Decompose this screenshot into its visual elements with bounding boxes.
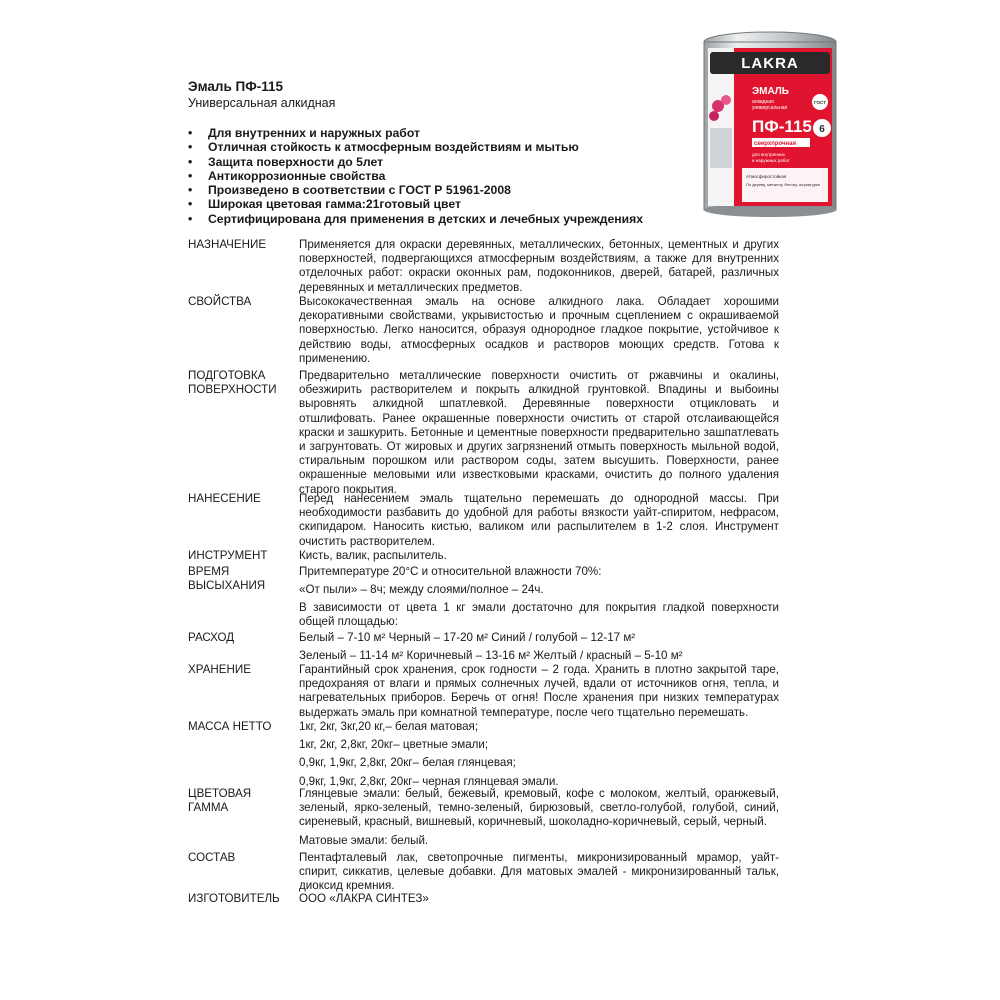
- can-line2: универсальная: [752, 105, 788, 111]
- feature-item: • Защита поверхности до 5лет: [188, 155, 643, 169]
- product-can-image: [690, 28, 850, 218]
- spec-text: 0,9кг, 1,9кг, 2,8кг, 20кг– белая глянцевая;: [299, 756, 516, 770]
- spec-value: [299, 663, 779, 724]
- can-strip: сверхпрочная: [754, 141, 796, 147]
- can-small1: для внутренних: [752, 152, 785, 157]
- can-gost-badge: ГОСТ: [814, 100, 826, 105]
- spec-value: [299, 369, 779, 501]
- feature-item: • Для внутренних и наружных работ: [188, 126, 643, 140]
- spec-label: ИЗГОТОВИТЕЛЬ: [188, 892, 280, 905]
- spec-label: НАЗНАЧЕНИЕ: [188, 238, 267, 251]
- spec-value: [299, 295, 779, 370]
- spec-text: Глянцевые эмали: белый, бежевый, кремовый, кофе с молоком, желтый, оранжевый, зеленый, ярко-зеленый, темно-зеленый, бирюзовый, светло-голубой, голубой, синий, сиреневый, красный, вишневый, коричневый, шоколадно-коричневый, серый, черный.: [299, 787, 779, 829]
- can-line1: алкидная: [752, 99, 774, 105]
- spec-label: ВРЕМЯ ВЫСЫХАНИЯ: [188, 565, 266, 593]
- spec-text: Применяется для окраски деревянных, металлических, бетонных, цементных и других поверхностей, подвергающихся атмосферным воздействиям, а также для внутренних отделочных работ: окраски оконных рам, подоконников, дверей, батарей, различных деревянных и металлических предметов.: [299, 238, 779, 294]
- spec-value: [299, 851, 779, 898]
- spec-text: Предварительно металлические поверхности очистить от ржавчины и окалины, обезжирить растворителем и покрыть алкидной грунтовкой. Впадины и выбоины выровнять алкидной шпатлевкой. Деревянные поверхности отцикловать и отшлифовать. Ранее окрашенные поверхности очистить от старой отслаивающейся краски и зашкурить. Бетонные и цементные поверхности предварительно зашпатлевать и загрунтовать. От жировых и других загрязнений отмыть поверхность мыльной водой, стиральным порошком или раствором соды, затем высушить. Поверхности, ранее окрашенные меловыми или известковыми красками, очистить до полного удаления старого покрытия.: [299, 369, 779, 496]
- spec-value: [299, 238, 779, 299]
- can-feature-2: По дереву, металлу, бетону, штукатурке: [746, 182, 820, 187]
- spec-text: Белый – 7-10 м² Черный – 17-20 м² Синий / голубой – 12-17 м²: [299, 631, 636, 644]
- spec-label: РАСХОД: [188, 631, 235, 644]
- feature-item: • Отличная стойкость к атмосферным воздействиям и мытью: [188, 140, 643, 154]
- can-word: ЭМАЛЬ: [752, 86, 789, 97]
- feature-list: [188, 126, 643, 226]
- spec-text: В зависимости от цвета 1 кг эмали достаточно для покрытия гладкой поверхности общей площадью:: [299, 601, 779, 629]
- spec-value: [299, 565, 779, 601]
- spec-value: [299, 787, 779, 852]
- spec-text: «От пыли» – 8ч; между слоями/полное – 24ч.: [299, 583, 544, 597]
- spec-label: ХРАНЕНИЕ: [188, 663, 251, 676]
- feature-item: • Широкая цветовая гамма:21готовый цвет: [188, 197, 643, 211]
- spec-text: Кисть, валик, распылитель.: [299, 549, 447, 562]
- can-brand-logo: LAKRA: [741, 55, 799, 72]
- spec-text: 1кг, 2кг, 2,8кг, 20кг– цветные эмали;: [299, 738, 489, 752]
- can-small2: и наружных работ: [752, 158, 790, 163]
- spec-label: МАССА НЕТТО: [188, 720, 272, 733]
- spec-value: [299, 631, 779, 667]
- spec-text: Высококачественная эмаль на основе алкидного лака. Обладает хорошими декоративными свойствами, укрывистостью и прочным сцеплением с окрашиваемой поверхностью. Легко наносится, образуя однородное гладкое покрытие, устойчивое к действию воды, атмосферных осадков и растворов моющих средств. Готова к применению.: [299, 295, 779, 365]
- feature-item: • Антикоррозионные свойства: [188, 169, 643, 183]
- spec-text: Зеленый – 11-14 м² Коричневый – 13-16 м² Желтый / красный – 5-10 м²: [299, 649, 683, 663]
- product-title: Эмаль ПФ-115: [188, 79, 284, 94]
- spec-text: Пентафталевый лак, светопрочные пигменты, микронизированный мрамор, уайт-спирит, сиккатив, целевые добавки. Для матовых эмалей - микронизированный тальк, диоксид кремния.: [299, 851, 779, 893]
- can-feature-1: Атмосферостойкая: [746, 174, 787, 179]
- spec-label: ПОДГОТОВКА ПОВЕРХНОСТИ: [188, 369, 277, 397]
- spec-label: ИНСТРУМЕНТ: [188, 549, 268, 562]
- spec-text: 1кг, 2кг, 3кг,20 кг,– белая матовая;: [299, 720, 479, 733]
- spec-label: СОСТАВ: [188, 851, 236, 864]
- spec-value: [299, 492, 779, 553]
- spec-text: ООО «ЛАКРА СИНТЕЗ»: [299, 892, 429, 905]
- feature-item: • Сертифицирована для применения в детских и лечебных учреждениях: [188, 212, 643, 226]
- spec-text: 0,9кг, 1,9кг, 2,8кг, 20кг– черная глянцевая эмали.: [299, 774, 559, 788]
- spec-label: ЦВЕТОВАЯ ГАММА: [188, 787, 252, 815]
- spec-text: Гарантийный срок хранения, срок годности – 2 года. Хранить в плотно закрытой таре, предохраняя от влаги и прямых солнечных лучей, вдали от источников огня, тепла, и нагревательных приборов. Беречь от огня! После хранения при низких температурах выдержать эмаль при комнатной температуре, после чего тщательно перемешать.: [299, 663, 779, 719]
- spec-text: Притемпературе 20°С и относительной влажности 70%:: [299, 565, 602, 578]
- product-subtitle: Универсальная алкидная: [188, 96, 336, 110]
- spec-label: НАНЕСЕНИЕ: [188, 492, 261, 505]
- spec-label: СВОЙСТВА: [188, 295, 252, 308]
- can-years-badge: 6: [819, 124, 825, 135]
- spec-text: Матовые эмали: белый.: [299, 833, 429, 847]
- feature-item: • Произведено в соответствии с ГОСТ Р 51961-2008: [188, 183, 643, 197]
- spec-value: [299, 720, 779, 793]
- spec-value: [299, 601, 779, 633]
- spec-value: [299, 892, 779, 910]
- spec-text: Перед нанесением эмаль тщательно перемешать до однородной массы. При необходимости разбавить до удобной для работы вязкости уайт-спиритом, нефрасом, скипидаром. Наносить кистью, валиком или распылителем в 1-2 слоя. Инструмент очистить растворителем.: [299, 492, 779, 548]
- can-model: ПФ-115: [752, 117, 812, 136]
